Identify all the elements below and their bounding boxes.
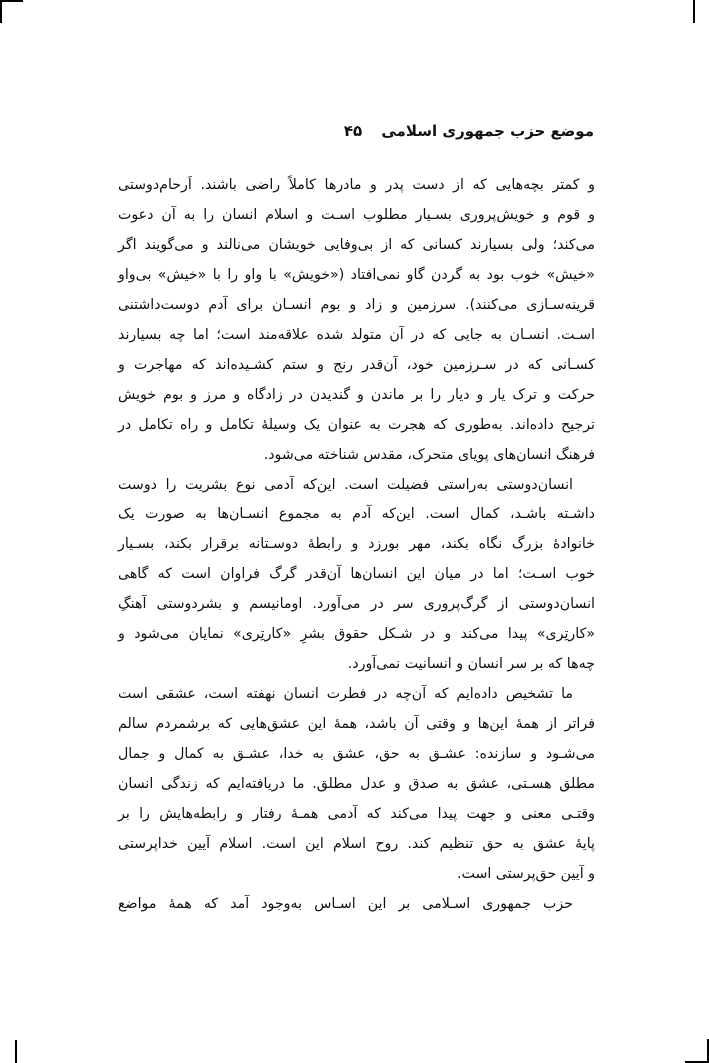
text-line: فراتر از همهٔ این‌ها و وقتی آن باشد، همهٔ این عشق‌هایی که برشمردم سالم	[118, 716, 595, 733]
text-line: و آیین حق‌پرستی است.	[457, 865, 595, 882]
body-text	[118, 171, 595, 920]
text-line: حزب جمهوری اسـلامی بر این اسـاس به‌وجود آمد که همهٔ مواضع	[118, 895, 573, 912]
text-line: می‌شـود و سازنده: عشـق به حق، عشق به خدا، عشـق به کمال و جمال	[118, 746, 595, 763]
text-line: وقتـی معنی و جهت پیدا می‌کند که آدمی همـهٔ رفتار و رابطه‌هایش را بر	[118, 806, 595, 823]
text-line: و قوم و خویش‌پروری بسـیار مطلوب اسـت و اسلام انسان را به آن دعوت	[118, 206, 595, 223]
text-line: خانوادهٔ بزرگ نگاه بکند، مهر بورزد و رابطهٔ دوسـتانه برقرار بکند، بسـیار	[118, 536, 595, 553]
page-number: ۴۵	[343, 122, 363, 140]
text-line: و کمتر بچه‌هایی که از دست پدر و مادرها کاملاً راضی باشند. اَرحام‌دوستی	[118, 177, 595, 193]
crop-mark-top-left-v	[0, 0, 2, 23]
text-line: خوب اسـت؛ اما در میان این انسان‌ها آن‌قدر گرگ فراوان است که گاهی	[118, 566, 595, 583]
text-line: انسان‌دوستی به‌راستی فضیلت است. این‌که آدمی نوع بشریت را دوست	[118, 476, 573, 493]
text-line: می‌کند؛ ولی بسیارند کسانی که از بی‌وفایی خویشان می‌نالند و می‌گویند اگر	[118, 236, 595, 253]
crop-mark-top-left-h	[0, 0, 23, 2]
running-title: موضع حزب جمهوری اسلامی	[381, 122, 594, 140]
text-line: قرینه‌سـازی می‌کنند). سرزمین و زاد و بوم انسـان برای آدم دوست‌داشتنی	[118, 296, 595, 313]
running-header	[344, 122, 594, 140]
text-line: «کارتِری» پیدا می‌کند و در شـکل حقوق بشرِ «کارتِری» نمایان می‌شود و	[118, 626, 595, 643]
text-line: داشـته باشـد، کمال است. این‌که آدم به مجموع انسـان‌ها به صورت یک	[118, 506, 595, 523]
text-line: فرهنگ انسان‌های پویای متحرک، مقدس شناخته می‌شود.	[263, 446, 595, 463]
text-line: ترجیح داده‌اند. به‌طوری که هجرت به عنوان یک وسیلهٔ تکامل و راه تکامل در	[118, 416, 595, 433]
text-line: انسان‌دوستی از گرگ‌پروری سر در می‌آورد. اومانیسم و بشردوستی آهنگِ	[118, 596, 595, 613]
crop-mark-top-right-v	[693, 0, 695, 23]
text-line: پایهٔ عشق به حق تنظیم کند. روح اسلام این است. اسلام آیین خداپرستی	[118, 835, 595, 852]
text-line: کسـانی که در سـرزمین خود، آن‌قدر رنج و ستم کشـیده‌اند که مهاجرت و	[118, 356, 595, 373]
text-line: چه‌ها که بر سر انسان و انسانیت نمی‌آورد.	[347, 656, 595, 673]
text-line: اسـت. انسـان به جایی که در آن متولد شده علاقه‌مند است؛ اما چه بسیارند	[118, 326, 595, 343]
text-line: مطلق هسـتی، عشق به صدق و عدل مطلق. ما دریافته‌ایم که زندگی انسان	[118, 776, 595, 793]
text-line: «خیش» خوب بود به گردن گاو نمی‌افتاد («خویش» با واو را با «خیش» بی‌واو	[118, 266, 595, 283]
text-line: ما تشخیص داده‌ایم که آن‌چه در فطرت انسان نهفته است، عشقی است	[118, 686, 573, 703]
crop-mark-bottom-left-v	[15, 1040, 17, 1063]
text-line: حرکت و ترک یار و دیار را بر ماندن و گندیدن در زادگاه و مرز و بوم خویش	[118, 386, 595, 403]
